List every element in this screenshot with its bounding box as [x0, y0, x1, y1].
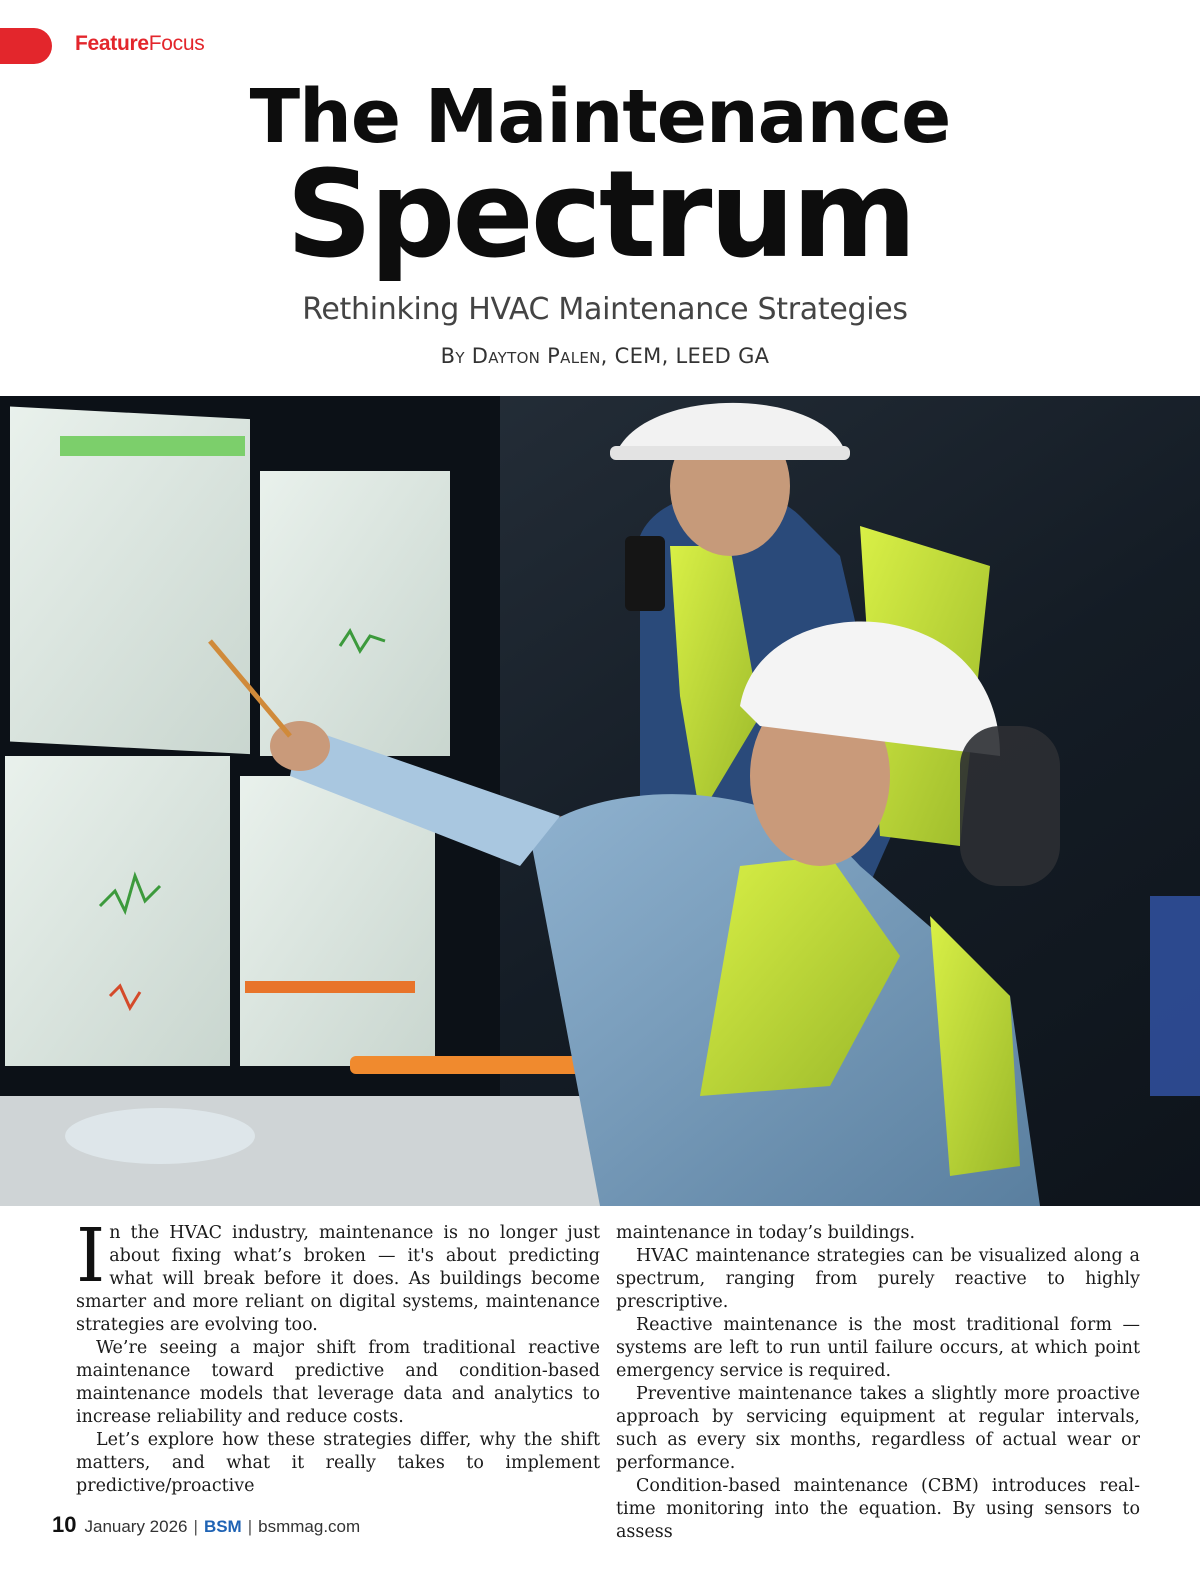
body-paragraph: In the HVAC industry, maintenance is no longer just about fixing what’s broken — it's about predicting what will break before it does. As buildings become smarter and more reliant on digital systems, maintenance strategies are evolving too. — [76, 1213, 600, 1335]
body-paragraph: We’re seeing a major shift from traditional reactive maintenance toward predictive and condition-based maintenance models that leverage data and analytics to increase reliability and reduce costs. — [76, 1338, 600, 1427]
byline-author: By Dayton Palen — [440, 344, 601, 368]
article-subtitle: Rethinking HVAC Maintenance Strategies — [302, 292, 908, 327]
byline-credentials: , CEM, LEED GA — [600, 344, 770, 368]
section-label — [75, 32, 204, 56]
body-paragraph: HVAC maintenance strategies can be visualized along a spectrum, ranging from purely reactive to highly prescriptive. — [616, 1246, 1140, 1312]
hero-photo-illustration — [0, 396, 1200, 1206]
hero-photo — [0, 396, 1200, 1206]
article-title-line1: The Maintenance — [249, 74, 951, 160]
body-paragraph: Let’s explore how these strategies differ, why the shift matters, and what it really takes to implement predictive/proactive — [76, 1430, 600, 1496]
article-column-right — [616, 1222, 1140, 1544]
section-accent-tab — [0, 28, 52, 64]
footer-separator: | — [193, 1517, 198, 1536]
page-footer — [52, 1512, 360, 1538]
page-number: 10 — [52, 1512, 77, 1537]
body-paragraph: Condition-based maintenance (CBM) introduces real-time monitoring into the equation. By using sensors to assess — [616, 1476, 1140, 1542]
body-paragraph: Preventive maintenance takes a slightly more proactive approach by servicing equipment at regular intervals, such as every six months, regardless of actual wear or performance. — [616, 1384, 1140, 1473]
magazine-brand: BSM — [203, 1517, 242, 1536]
article-title-line2: Spectrum — [286, 146, 914, 285]
body-paragraph: maintenance in today’s buildings. — [616, 1223, 916, 1243]
article-column-left — [76, 1213, 600, 1498]
drop-cap: I — [76, 1213, 106, 1299]
section-label-bold: Feature — [75, 32, 149, 55]
article-byline — [0, 344, 1200, 368]
issue-date: January 2026 — [84, 1517, 188, 1536]
footer-separator: | — [247, 1517, 253, 1536]
website-link[interactable]: bsmmag.com — [258, 1517, 361, 1536]
section-label-light: Focus — [148, 32, 205, 55]
body-paragraph: Reactive maintenance is the most traditional form — systems are left to run until failure occurs, at which point emergency service is required. — [616, 1315, 1140, 1381]
